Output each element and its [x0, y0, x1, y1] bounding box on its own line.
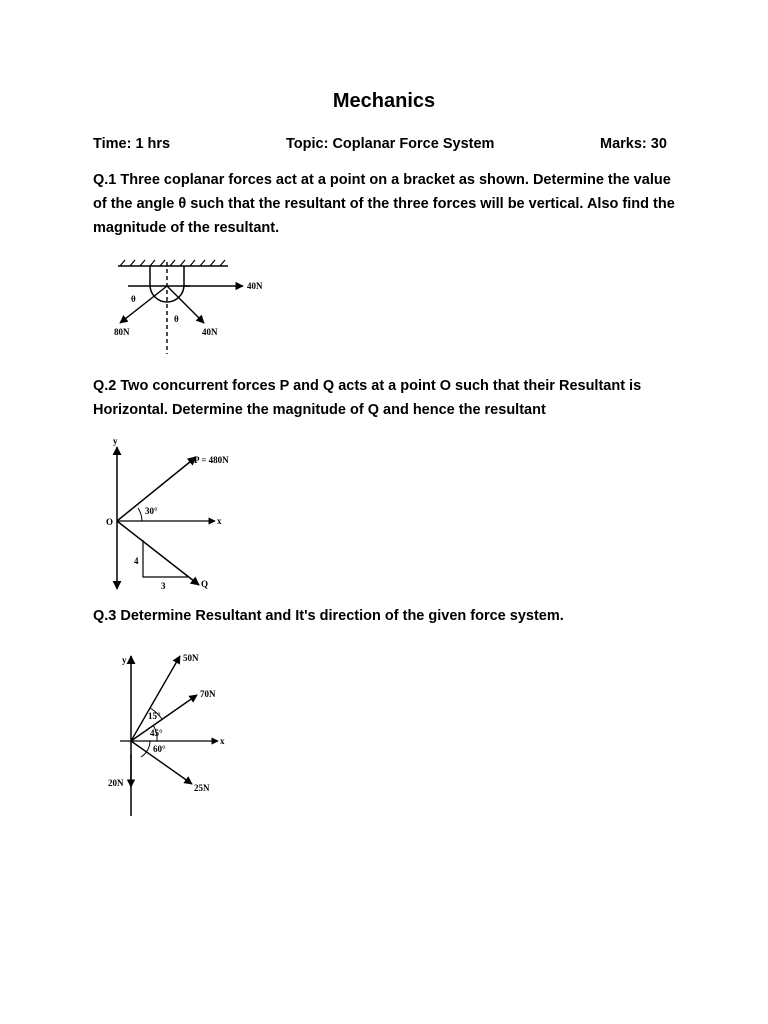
- question-2-figure: [100, 432, 250, 594]
- axis-label-y: y: [122, 655, 127, 665]
- force-label-40n-down: 40N: [202, 327, 218, 337]
- axis-label-y: y: [113, 436, 118, 446]
- angle-label-45: 45°: [150, 728, 163, 738]
- question-1-text: Q.1 Three coplanar forces act at a point on a bracket as shown. Determine the value of the angle θ such that the resultant of the three forces will be vertical. Also find the magnitude of the resultant.: [93, 172, 675, 236]
- force-70n-arrow: [131, 695, 197, 741]
- force-label-50n: 50N: [183, 653, 199, 663]
- question-1-figure: [100, 252, 280, 362]
- slope-rise-label: 4: [134, 556, 139, 566]
- origin-label: O: [106, 517, 114, 527]
- force-label-70n: 70N: [200, 689, 216, 699]
- force-label-25n: 25N: [194, 783, 210, 793]
- slope-run-label: 3: [161, 581, 166, 591]
- topic-label: Topic: Coplanar Force System: [286, 136, 495, 152]
- angle-label-60: 60°: [153, 744, 166, 754]
- force-arrow-40n-down: [167, 286, 204, 323]
- force-label-40n-right: 40N: [247, 281, 263, 291]
- axis-label-x: x: [220, 736, 225, 746]
- force-arrow-80n: [120, 286, 167, 323]
- question-3-text: Q.3 Determine Resultant and It's direction of the given force system.: [93, 608, 564, 624]
- force-q-arrow: [117, 521, 199, 585]
- axis-label-x: x: [217, 516, 222, 526]
- force-label-80n: 80N: [114, 327, 130, 337]
- angle-label-theta-left: θ: [131, 294, 136, 304]
- time-label: Time: 1 hrs: [93, 136, 171, 152]
- ceiling-support: [118, 260, 228, 266]
- angle-label-15: 15°: [148, 711, 161, 721]
- angle-label-theta-bottom: θ: [174, 314, 179, 324]
- question-3-figure: [100, 644, 240, 819]
- angle-arc-30: [138, 508, 142, 521]
- force-q-label: Q: [201, 579, 209, 589]
- angle-label-30: 30°: [145, 506, 158, 516]
- page-title: Mechanics: [332, 90, 436, 112]
- force-p-label: P = 480N: [194, 455, 229, 465]
- bracket: [128, 266, 190, 302]
- marks-label: Marks: 30: [600, 136, 667, 152]
- force-label-20n: 20N: [108, 778, 124, 788]
- question-2-text: Q.2 Two concurrent forces P and Q acts at a point O such that their Resultant is Horizontal. Determine the magnitude of Q and hence the resultant: [93, 378, 642, 418]
